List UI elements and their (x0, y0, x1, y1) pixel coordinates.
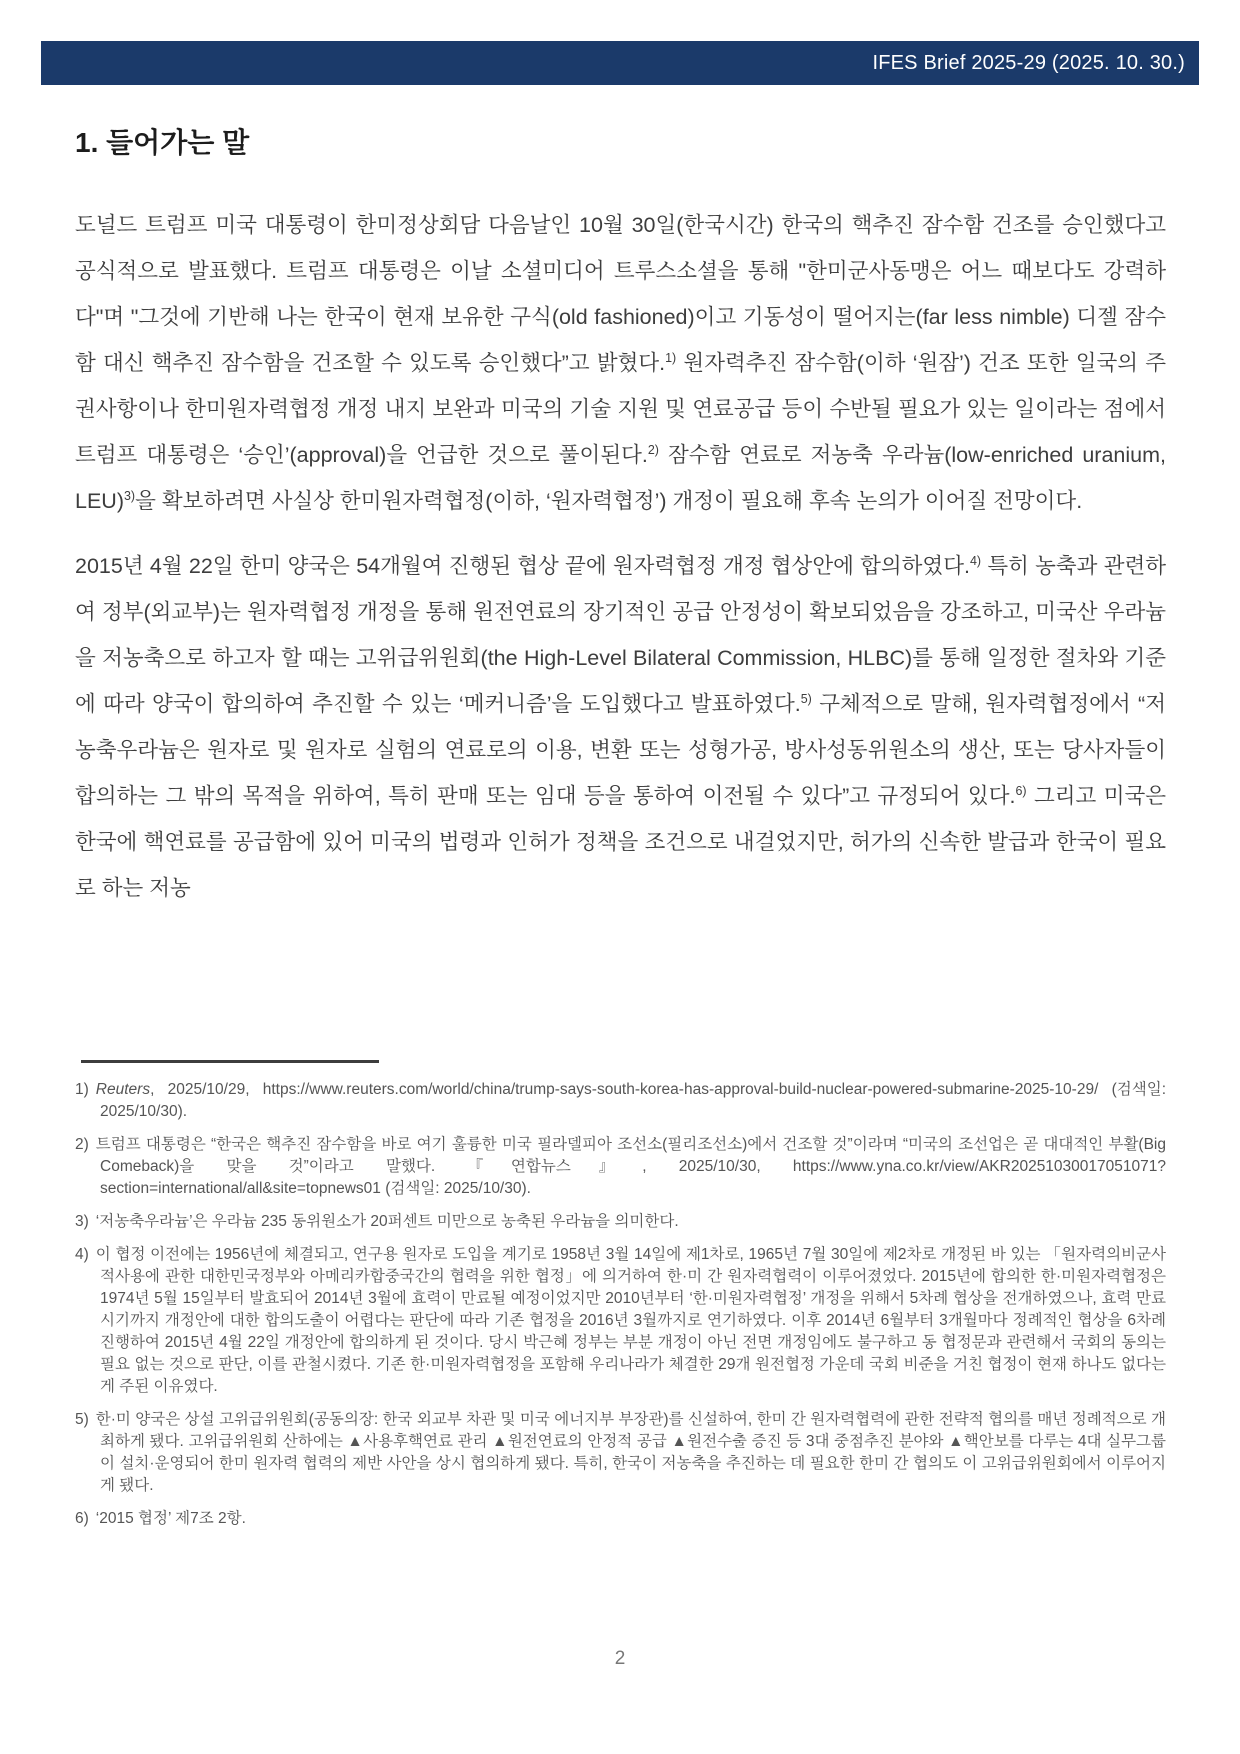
header-bar (41, 41, 1199, 85)
footnote-text: 트럼프 대통령은 “한국은 핵추진 잠수함을 바로 여기 훌륭한 미국 필라델피아 조선소(필리조선소)에서 건조할 것”이라며 “미국의 조선업은 곧 대대적인 부활(Big Comeback)을 맞을 것”이라고 말했다. 『연합뉴스』, 2025/10/30, https://www.yna.co.kr/view/AKR20251030017051071?section=international/all&site=topnews01 (검색일: 2025/10/30). (95, 1136, 1166, 1197)
page-number: 2 (614, 1648, 626, 1669)
footnote-number: 3) (75, 1213, 89, 1230)
footnote-text: ‘2015 협정’ 제7조 2항. (95, 1510, 246, 1527)
footnote-text: Reuters, 2025/10/29, https://www.reuters.com/world/china/trump-says-south-korea-has-approval-build-nuclear-powered-submarine-2025-10-29/ (검색일: 2025/10/30). (95, 1081, 1166, 1120)
footnote-number: 5) (75, 1411, 89, 1428)
footnote-1 (75, 1079, 1166, 1123)
footnote-number: 1) (75, 1081, 89, 1098)
footnote-separator (81, 1060, 379, 1063)
footnote-3 (75, 1211, 1166, 1233)
body-paragraph-2: 2015년 4월 22일 한미 양국은 54개월여 진행된 협상 끝에 원자력협정 개정 협상안에 합의하였다.$^{4)}$ 특히 농축과 관련하여 정부(외교부)는 원자력협정 개정을 통해 원전연료의 장기적인 공급 안정성이 확보되었음을 강조하고, 미국산 우라늄을 저농축으로 하고자 할 때는 고위급위원회(the High-Level Bilateral Commission, HLBC)를 통해 일정한 절차와 기준에 따라 양국이 합의하여 추진할 수 있는 ‘메커니즘’을 도입했다고 발표하였다.$^{5)}$ 구체적으로 말해, 원자력협정에서 “저농축우라늄은 원자로 및 원자로 실험의 연료로의 이용, 변환 또는 성형가공, 방사성동위원소의 생산, 또는 당사자들이 합의하는 그 밖의 목적을 위하여, 특히 판매 또는 임대 등을 통하여 이전될 수 있다”고 규정되어 있다.$^{6)}$ 그리고 미국은 한국에 핵연료를 공급함에 있어 미국의 법령과 인허가 정책을 조건으로 내걸었지만, 허가의 신속한 발급과 한국이 필요로 하는 저농 (75, 553, 1167, 900)
footnote-number: 4) (75, 1246, 89, 1263)
footnote-text: ‘저농축우라늄’은 우라늄 235 동위원소가 20퍼센트 미만으로 농축된 우라늄을 의미한다. (95, 1213, 679, 1230)
footnote-5 (75, 1409, 1166, 1497)
footnote-number: 6) (75, 1510, 89, 1527)
footnote-text: 이 협정 이전에는 1956년에 체결되고, 연구용 원자로 도입을 계기로 1958년 3월 14일에 제1차로, 1965년 7월 30일에 제2차로 개정된 바 있는 「원자력의비군사적사용에 관한 대한민국정부와 아메리카합중국간의 협력을 위한 협정」에 의거하여 한·미 간 원자력협력이 이루어졌었다. 2015년에 합의한 한·미원자력협정은 1974년 5월 15일부터 발효되어 2014년 3월에 효력이 만료될 예정이었지만 2010년부터 ‘한·미원자력협정’ 개정을 위해서 5차례 협상을 전개하였으나, 효력 만료 시기까지 개정안에 대한 합의도출이 어렵다는 판단에 따라 기존 협정을 2016년 3월까지로 연기하였다. 이후 2014년 6월부터 3개월마다 정례적인 협상을 6차례 진행하여 2015년 4월 22일 개정안에 합의하게 된 것이다. 당시 박근혜 정부는 부분 개정이 아닌 전면 개정임에도 불구하고 동 협정문과 관련해서 국회의 동의는 필요 없는 것으로 판단, 이를 관철시켰다. 기존 한·미원자력협정을 포함해 우리나라가 체결한 29개 원전협정 가운데 국회 비준을 거친 협정이 현재 하나도 없다는 게 주된 이유였다. (95, 1246, 1166, 1395)
footnote-number: 2) (75, 1136, 89, 1153)
footnote-text: 한·미 양국은 상설 고위급위원회(공동의장: 한국 외교부 차관 및 미국 에너지부 부장관)를 신설하여, 한미 간 원자력협력에 관한 전략적 협의를 매년 정례적으로 개최하게 됐다. 고위급위원회 산하에는 ▲사용후핵연료 관리 ▲원전연료의 안정적 공급 ▲원전수출 증진 등 3대 중점추진 분야와 ▲핵안보를 다루는 4대 실무그룹이 설치·운영되어 한미 원자력 협력의 제반 사안을 상시 협의하게 됐다. 특히, 한국이 저농축을 추진하는 데 필요한 한미 간 협의도 이 고위급위원회에서 이루어지게 됐다. (95, 1411, 1166, 1494)
header-title: IFES Brief 2025-29 (2025. 10. 30.) (872, 51, 1185, 74)
body-paragraph-1: 도널드 트럼프 미국 대통령이 한미정상회담 다음날인 10월 30일(한국시간) 한국의 핵추진 잠수함 건조를 승인했다고 공식적으로 발표했다. 트럼프 대통령은 이날 소셜미디어 트루스소셜을 통해 "한미군사동맹은 어느 때보다도 강력하다"며 "그것에 기반해 나는 한국이 현재 보유한 구식(old fashioned)이고 기동성이 떨어지는(far less nimble) 디젤 잠수함 대신 핵추진 잠수함을 건조할 수 있도록 승인했다”고 밝혔다.$^{1)}$ 원자력추진 잠수함(이하 ‘원잠’) 건조 또한 일국의 주권사항이나 한미원자력협정 개정 내지 보완과 미국의 기술 지원 및 연료공급 등이 수반될 필요가 있는 일이라는 점에서 트럼프 대통령은 ‘승인’(approval)을 언급한 것으로 풀이된다.$^{2)}$ 잠수함 연료로 저농축 우라늄(low-enriched uranium, LEU)$^{3)}$을 확보하려면 사실상 한미원자력협정(이하, ‘원자력협정’) 개정이 필요해 후속 논의가 이어질 전망이다. (75, 213, 1166, 513)
footnote-2 (75, 1134, 1166, 1200)
content-area (75, 126, 1166, 930)
footnote-4 (75, 1244, 1166, 1398)
footnotes-section (75, 1060, 1166, 1541)
section-heading: 1. 들어가는 말 (75, 127, 250, 158)
footnote-6 (75, 1508, 1166, 1530)
